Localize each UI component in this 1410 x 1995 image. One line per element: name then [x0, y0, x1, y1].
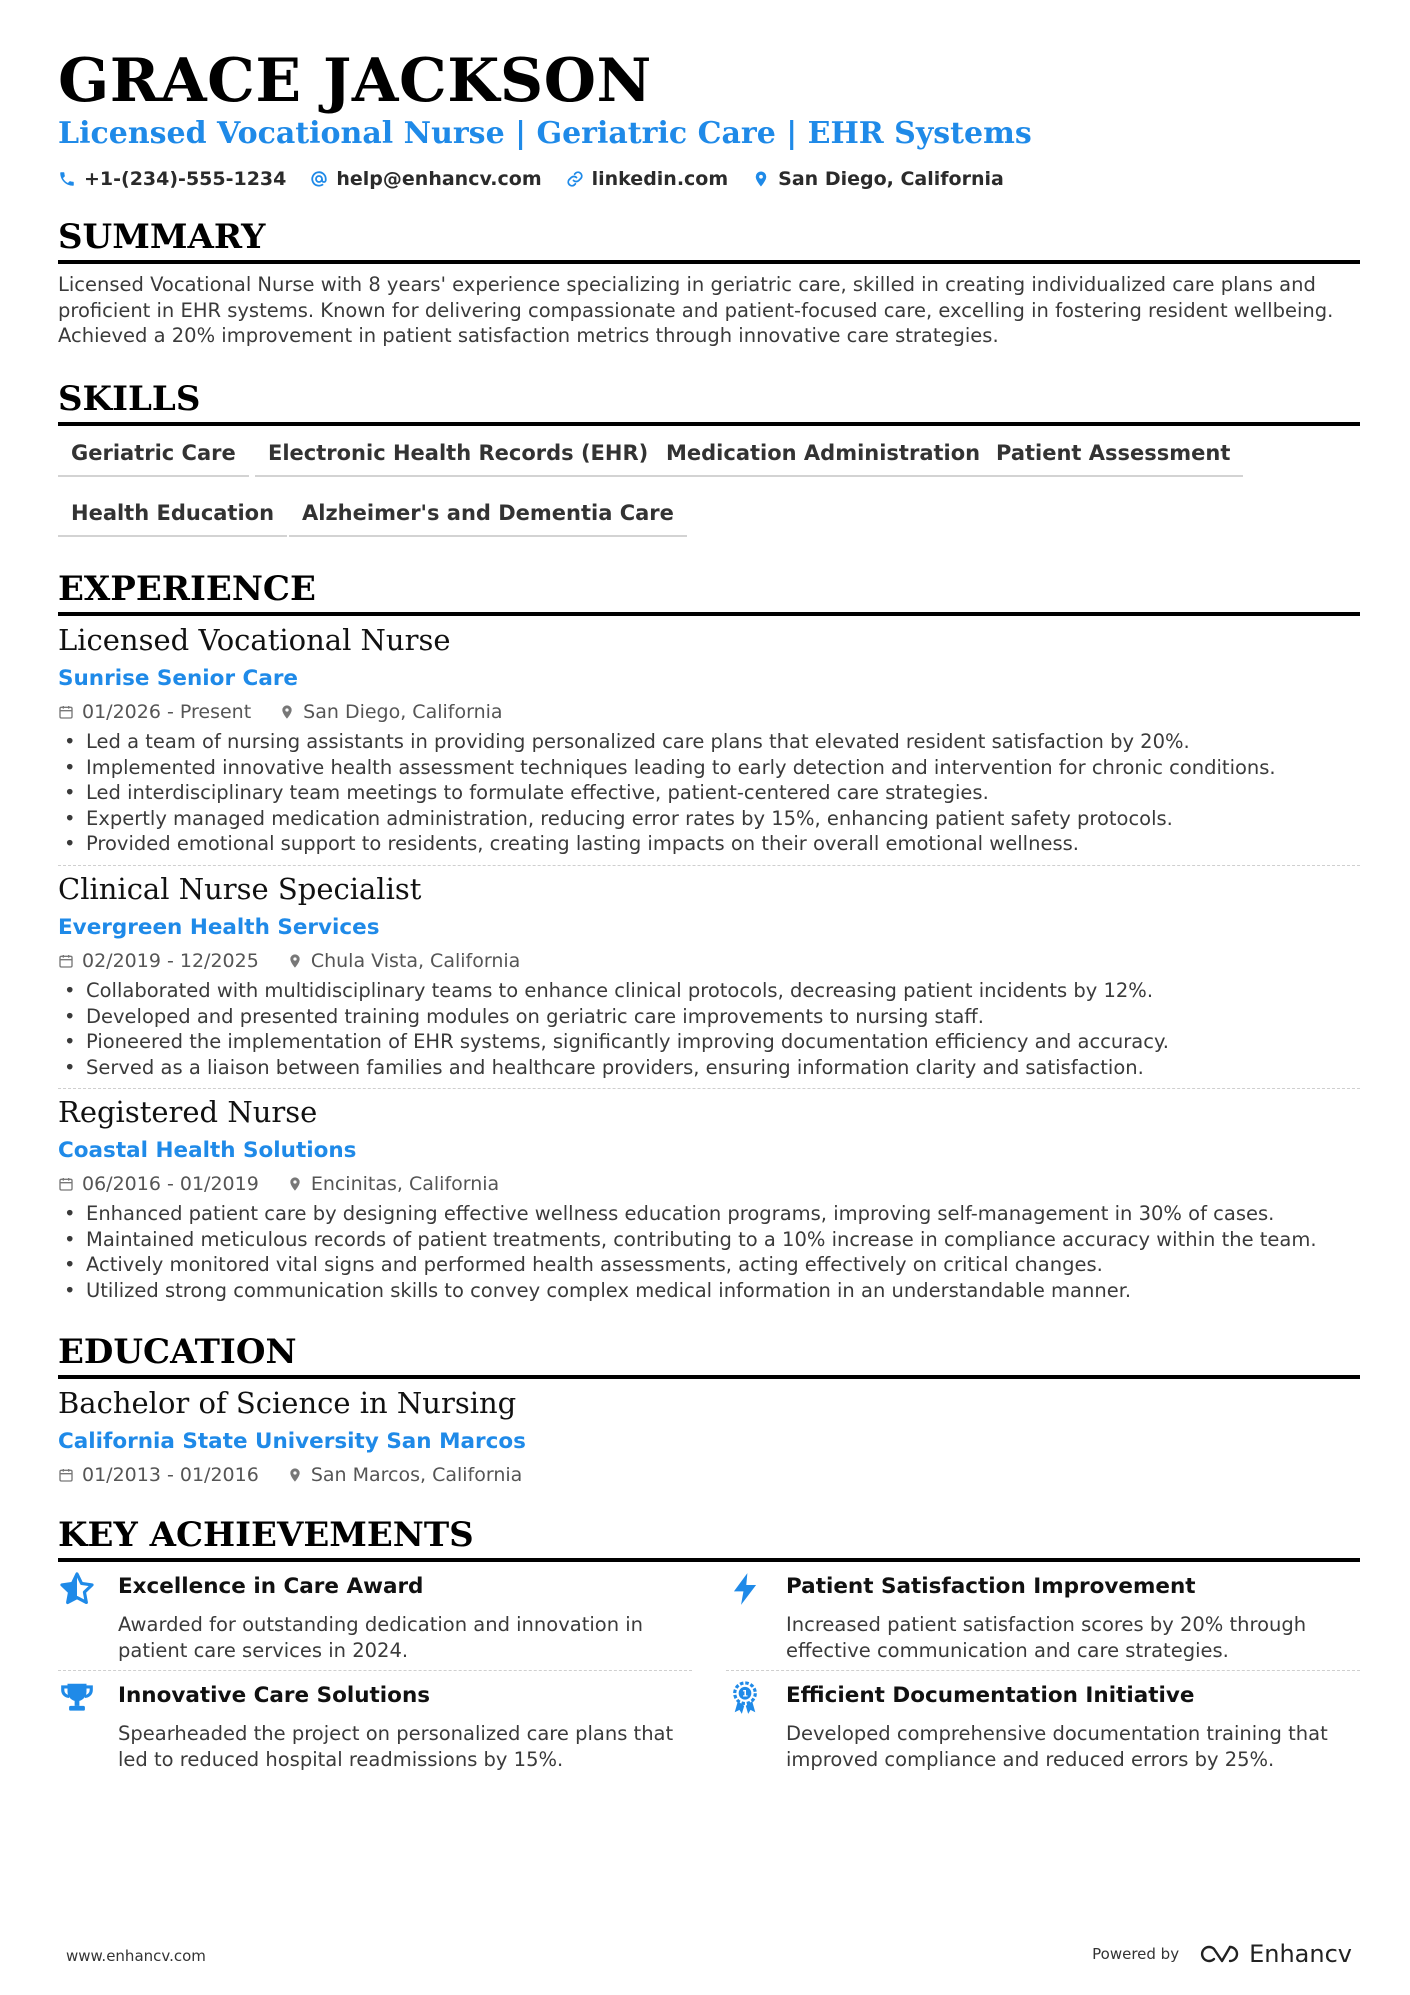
- skills-heading: SKILLS: [58, 378, 1360, 426]
- job-dates: 06/2016 - 01/2019: [82, 1173, 259, 1195]
- list-item: • Led a team of nursing assistants in providing personalized care plans that elevated resident satisfaction by 20%.: [58, 729, 1360, 755]
- skill-tag: Electronic Health Records (EHR): [255, 441, 661, 477]
- list-item: • Developed and presented training modules on geriatric care improvements to nursing staff.: [58, 1004, 1360, 1030]
- achievement-description: Spearheaded the project on personalized care plans that led to reduced hospital readmissions by 15%.: [118, 1722, 674, 1771]
- achievement-title: Patient Satisfaction Improvement: [786, 1574, 1196, 1599]
- job-divider: [58, 1088, 1360, 1089]
- school-name: California State University San Marcos: [58, 1429, 526, 1454]
- company-name: Evergreen Health Services: [58, 915, 380, 940]
- calendar-icon: [58, 1467, 74, 1483]
- skill-tag: Medication Administration: [653, 441, 993, 477]
- contact-bar: [58, 168, 1004, 190]
- contact-location: [752, 168, 1004, 190]
- list-item: • Maintained meticulous records of patient treatments, contributing to a 10% increase in compliance accuracy within the team.: [58, 1227, 1360, 1253]
- list-item: • Expertly managed medication administration, reducing error rates by 15%, enhancing patient safety protocols.: [58, 806, 1360, 832]
- achievement-title: Efficient Documentation Initiative: [786, 1683, 1195, 1708]
- svg-text:1: 1: [741, 1689, 749, 1700]
- list-item: • Led interdisciplinary team meetings to formulate effective, patient-centered care strategies.: [58, 780, 1360, 806]
- at-icon: [310, 170, 328, 188]
- job-meta: [58, 1173, 499, 1195]
- summary-heading: SUMMARY: [58, 216, 1360, 264]
- list-item: • Served as a liaison between families and healthcare providers, ensuring information clarity and satisfaction.: [58, 1055, 1360, 1081]
- achievement-title: Innovative Care Solutions: [118, 1683, 431, 1708]
- headline: Licensed Vocational Nurse | Geriatric Care | EHR Systems: [58, 116, 1032, 151]
- achievement-title: Excellence in Care Award: [118, 1574, 424, 1599]
- candidate-name: GRACE JACKSON: [58, 46, 652, 116]
- job-divider: [58, 865, 1360, 866]
- enhancv-logo-icon: [1197, 1943, 1241, 1965]
- job-location: San Diego, California: [303, 701, 503, 723]
- award-ribbon-icon: [726, 1679, 764, 1717]
- phone-text: +1-(234)-555-1234: [84, 168, 287, 190]
- job-dates: 02/2019 - 12/2025: [82, 950, 259, 972]
- job-location: Encinitas, California: [310, 1173, 500, 1195]
- email-text: help@enhancv.com: [336, 168, 542, 190]
- job-title: Clinical Nurse Specialist: [58, 872, 422, 906]
- job-dates: 01/2026 - Present: [82, 701, 252, 723]
- location-text: San Diego, California: [778, 168, 1004, 190]
- job-title: Registered Nurse: [58, 1095, 318, 1129]
- achievement-divider: [58, 1670, 692, 1671]
- degree-title: Bachelor of Science in Nursing: [58, 1386, 517, 1420]
- lightning-icon: [726, 1570, 764, 1608]
- phone-icon: [58, 170, 76, 188]
- job-meta: [58, 701, 503, 723]
- calendar-icon: [58, 704, 74, 720]
- company-name: Sunrise Senior Care: [58, 666, 299, 691]
- skill-tag: Patient Assessment: [983, 441, 1243, 477]
- education-location: San Marcos, California: [310, 1464, 523, 1486]
- star-icon: [58, 1570, 96, 1608]
- list-item: • Collaborated with multidisciplinary teams to enhance clinical protocols, decreasing patient incidents by 12%.: [58, 978, 1360, 1004]
- skill-tag: Health Education: [58, 501, 287, 537]
- location-pin-icon: [752, 170, 770, 188]
- contact-email[interactable]: [310, 168, 541, 190]
- powered-by: [1092, 1940, 1352, 1968]
- linkedin-text: linkedin.com: [591, 168, 729, 190]
- contact-linkedin[interactable]: [566, 168, 729, 190]
- achievement-description: Developed comprehensive documentation training that improved compliance and reduced errors by 25%.: [786, 1722, 1328, 1771]
- footer-url[interactable]: www.enhancv.com: [66, 1947, 206, 1965]
- education-meta: [58, 1464, 522, 1486]
- calendar-icon: [58, 1176, 74, 1192]
- contact-phone[interactable]: [58, 168, 286, 190]
- list-item: • Provided emotional support to residents, creating lasting impacts on their overall emotional wellness.: [58, 831, 1360, 857]
- list-item: • Actively monitored vital signs and performed health assessments, acting effectively on critical changes.: [58, 1252, 1360, 1278]
- link-icon: [566, 170, 584, 188]
- powered-by-label: Powered by: [1092, 1945, 1180, 1963]
- education-heading: EDUCATION: [58, 1331, 1360, 1379]
- job-bullets: [58, 978, 1360, 1080]
- job-location: Chula Vista, California: [310, 950, 521, 972]
- job-title: Licensed Vocational Nurse: [58, 623, 451, 657]
- list-item: • Enhanced patient care by designing effective wellness education programs, improving self-management in 30% of cases.: [58, 1201, 1360, 1227]
- calendar-icon: [58, 953, 74, 969]
- list-item: • Implemented innovative health assessment techniques leading to early detection and intervention for chronic conditions.: [58, 755, 1360, 781]
- job-meta: [58, 950, 520, 972]
- location-pin-icon: [287, 1176, 303, 1192]
- job-bullets: [58, 729, 1360, 857]
- achievements-heading: KEY ACHIEVEMENTS: [58, 1514, 1360, 1562]
- enhancv-brand-text: Enhancv: [1249, 1940, 1352, 1968]
- location-pin-icon: [279, 704, 295, 720]
- achievement-description: Awarded for outstanding dedication and innovation in patient care services in 2024.: [118, 1613, 644, 1662]
- location-pin-icon: [287, 953, 303, 969]
- list-item: • Utilized strong communication skills to convey complex medical information in an understandable manner.: [58, 1278, 1360, 1304]
- job-bullets: [58, 1201, 1360, 1303]
- education-dates: 01/2013 - 01/2016: [82, 1464, 259, 1486]
- achievement-divider: [726, 1670, 1360, 1671]
- location-pin-icon: [287, 1467, 303, 1483]
- skill-tag: Geriatric Care: [58, 441, 249, 477]
- trophy-icon: [58, 1679, 96, 1717]
- achievement-description: Increased patient satisfaction scores by 20% through effective communication and care strategies.: [786, 1613, 1307, 1662]
- experience-heading: EXPERIENCE: [58, 568, 1360, 616]
- enhancv-logo[interactable]: [1197, 1940, 1352, 1968]
- company-name: Coastal Health Solutions: [58, 1138, 357, 1163]
- summary-text: Licensed Vocational Nurse with 8 years' experience specializing in geriatric care, skilled in creating individualized care plans and proficient in EHR systems. Known for delivering compassionate and patient-focused care, excelling in fostering resident wellbeing. Achieved a 20% improvement in patient satisfaction metrics through innovative care strategies.: [58, 273, 1334, 348]
- skill-tag: Alzheimer's and Dementia Care: [289, 501, 687, 537]
- list-item: • Pioneered the implementation of EHR systems, significantly improving documentation efficiency and accuracy.: [58, 1029, 1360, 1055]
